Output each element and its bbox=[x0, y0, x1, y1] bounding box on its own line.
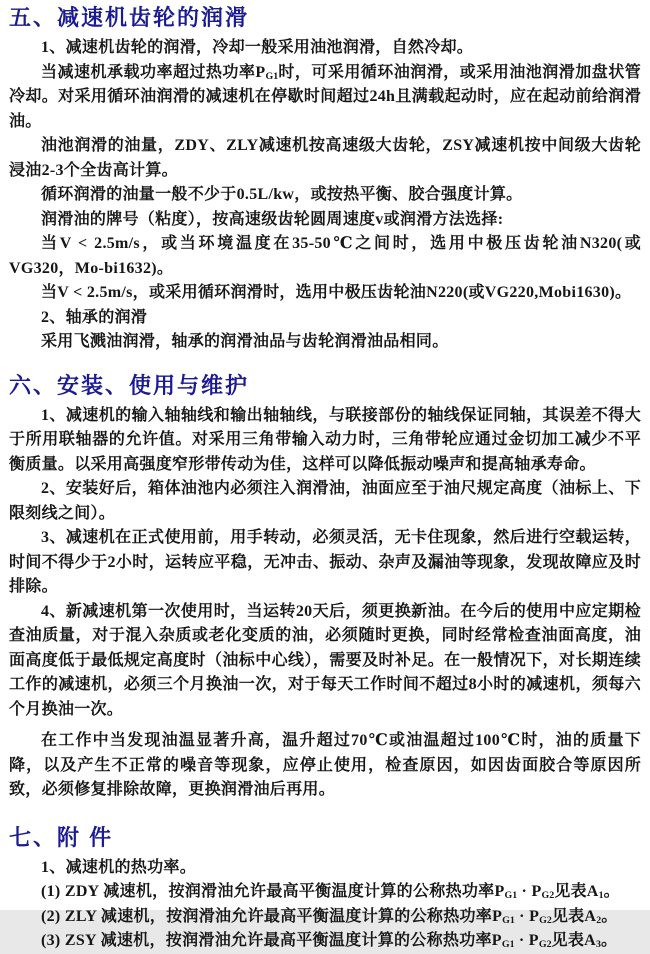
paragraph: 循环润滑的油量一般不少于0.5L/kw，或按热平衡、胶合强度计算。 bbox=[41, 186, 523, 203]
section-7-heading: 七、附 件 bbox=[9, 824, 114, 850]
paragraph: 2、安装好后，箱体油池内必须注入润滑油，油面应至于油尺规定高度（油标上、下限刻线之间）。 bbox=[9, 480, 641, 522]
paragraph: (3) ZSY 减速机，按润滑油允许最高平衡温度计算的公称热功率$P_{G1} \cdot P_{G2}$见表$A_3$。 bbox=[41, 932, 618, 951]
paragraph: 当减速机承载功率超过热功率$P_{G1}$时，可采用循环油润滑，或采用油池润滑加盘状管冷却。对采用循环油润滑的减速机在停歇时间超过24h且满载起动时，应在起动前给润滑油。 bbox=[9, 63, 641, 130]
paragraph: 当V < 2.5m/s，或当环境温度在35-50℃之间时，选用中极压齿轮油N320(或VG320，Mo-bi1632)。 bbox=[9, 235, 641, 277]
paragraph: (1) ZDY 减速机，按润滑油允许最高平衡温度计算的公称热功率$P_{G1} \cdot P_{G2}$见表$A_1$。 bbox=[41, 883, 620, 902]
paragraph: 润滑油的牌号（粘度），按高速级齿轮圆周速度v或润滑方法选择: bbox=[41, 210, 504, 228]
section-6-heading: 六、安装、使用与维护 bbox=[9, 372, 250, 398]
section-5-heading: 五、减速机齿轮的润滑 bbox=[9, 5, 250, 30]
paragraph: 1、减速机齿轮的润滑，冷却一般采用油池润滑，自然冷却。 bbox=[41, 39, 474, 56]
paragraph: 1、减速机的输入轴轴线和输出轴轴线，与联接部份的轴线保证同轴，其误差不得大于所用联轴器的允许值。对采用三角带输入动力时，三角带轮应通过金切加工减少不平衡质量。以采用高强度窄形带传动为佳，这样可以降低振动噪声和提高轴承寿命。 bbox=[9, 406, 641, 473]
paragraph: 1、减速机的热功率。 bbox=[41, 858, 197, 876]
paragraph: 在工作中当发现油温显著升高，温升超过70℃或油温超过100℃时，油的质量下降，以及产生不正常的噪音等现象，应停止使用，检查原因，如因齿面胶合等原因所致，必须修复排除故障，更换润滑油后再用。 bbox=[9, 732, 641, 798]
paragraph: 2、轴承的润滑 bbox=[41, 308, 148, 326]
paragraph: 油池润滑的油量，ZDY、ZLY减速机按高速级大齿轮，ZSY减速机按中间级大齿轮浸油2-3个全齿高计算。 bbox=[9, 137, 641, 179]
section-installation-use-maintenance bbox=[9, 372, 641, 803]
paragraph: 采用飞溅油润滑，轴承的润滑油品与齿轮润滑油品相同。 bbox=[41, 333, 449, 350]
paragraph: 4、新减速机第一次使用时，当运转20天后，须更换新油。在今后的使用中应定期检查油质量，对于混入杂质或老化变质的油，必须随时更换，同时经常检查油面高度，油面高度低于最低规定高度时（油标中心线），需要及时补足。在一般情况下，对长期连续工作的减速机，必须三个月换油一次，对于每天工作时间不超过8小时的减速机，须每六个月换油一次。 bbox=[9, 602, 641, 718]
section-gear-lubrication bbox=[9, 4, 641, 355]
paragraph: (2) ZLY 减速机，按润滑油允许最高平衡温度计算的公称热功率$P_{G1} \cdot P_{G2}$见表$A_2$。 bbox=[41, 907, 618, 926]
section-appendix bbox=[9, 824, 641, 954]
paragraph: 当V < 2.5m/s，或采用循环润滑时，选用中极压齿轮油N220(或VG220,Mobi1630)。 bbox=[41, 284, 632, 301]
paragraph: 3、减速机在正式使用前，用手转动，必须灵活，无卡住现象，然后进行空载运转，时间不得少于2小时，运转应平稳，无冲击、振动、杂声及漏油等现象，发现故障应及时排除。 bbox=[9, 529, 641, 595]
